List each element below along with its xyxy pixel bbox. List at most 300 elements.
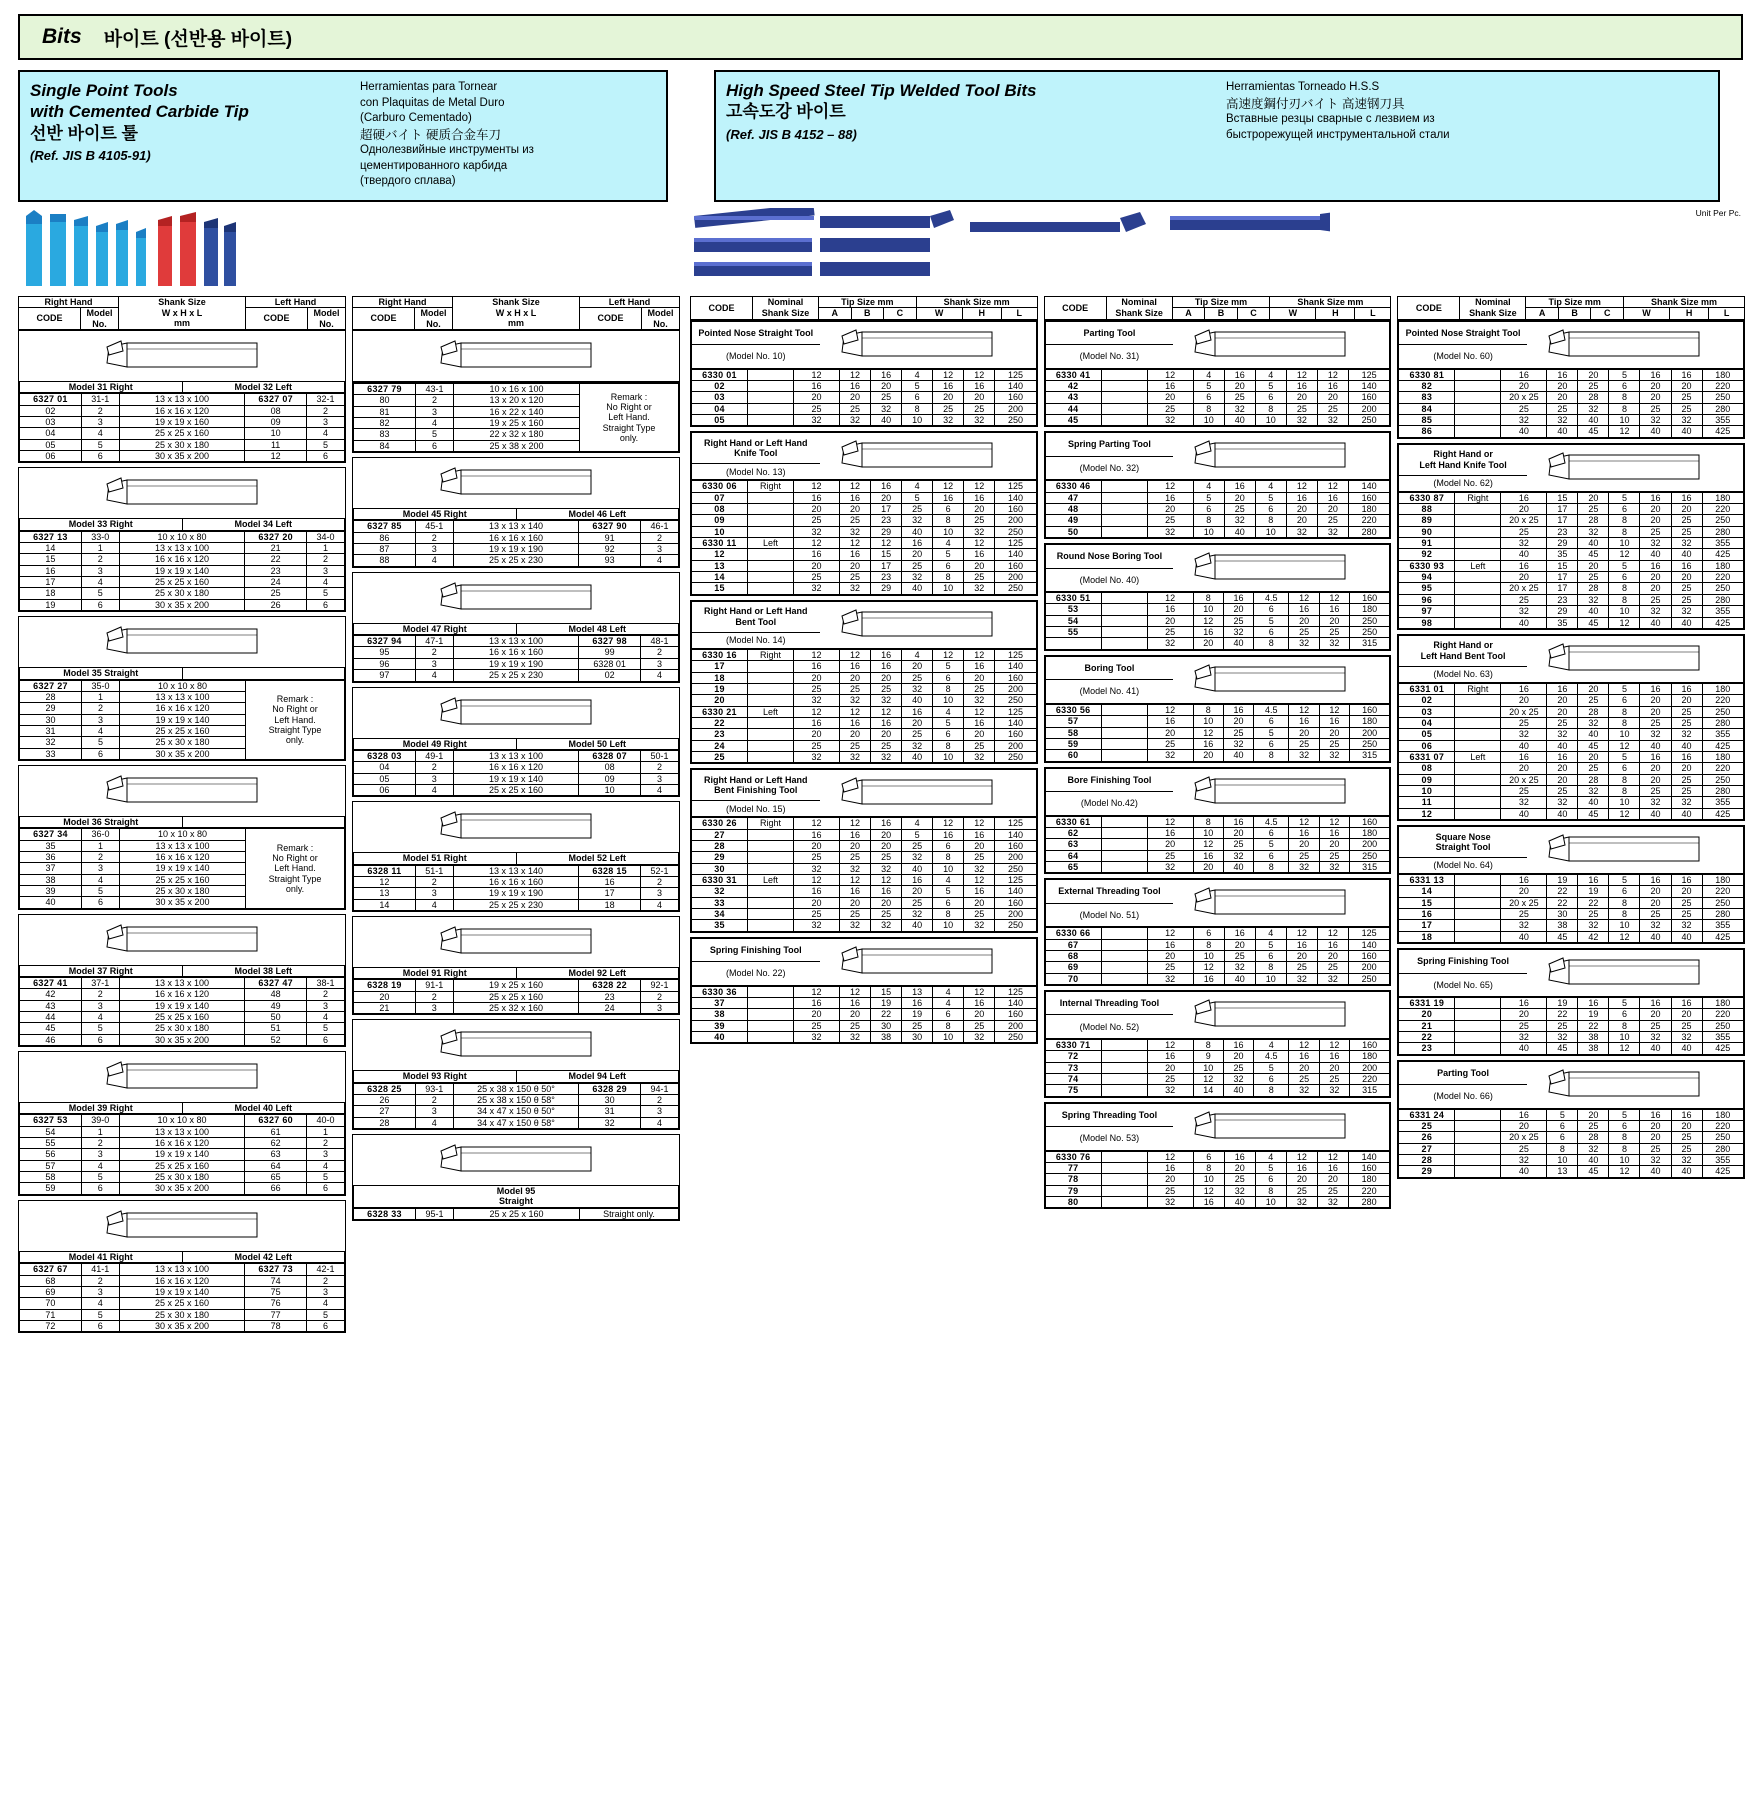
nominal-cell: 20 [794, 840, 840, 851]
model-cell: 3 [82, 714, 120, 725]
hand-cell [1455, 526, 1501, 537]
a-cell: 25 [1547, 1020, 1578, 1031]
table-row [354, 762, 679, 773]
w-cell: 12 [1286, 1151, 1317, 1162]
code-cell: 71 [20, 1309, 82, 1320]
hand-cell [1455, 920, 1501, 931]
right-hand-header: Right Hand [19, 296, 119, 307]
w-cell: 20 [1640, 897, 1671, 908]
hss-spec-table [1398, 997, 1744, 1055]
tool-illustration [1527, 321, 1744, 368]
tool-illustration [1529, 827, 1719, 873]
hss-column-3 [1397, 296, 1745, 1213]
b-cell: 25 [1223, 615, 1253, 626]
model-cell: 2 [415, 991, 453, 1002]
c-cell: 5 [1254, 1062, 1289, 1073]
h-cell: 12 [964, 369, 995, 380]
model-number-label: (Model No. 53) [1045, 1127, 1173, 1151]
size-cell: 34 x 47 x 150 θ 58° [453, 1117, 579, 1128]
h-cell: 25 [1671, 594, 1702, 605]
model-label-right: Model 36 Straight [20, 816, 183, 827]
model-cell: 4 [307, 428, 345, 439]
w-cell: 16 [933, 829, 964, 840]
b-cell: 40 [1578, 1155, 1609, 1166]
hand-cell [748, 392, 794, 403]
b-cell: 15 [871, 986, 902, 997]
nominal-cell: 32 [794, 695, 840, 706]
code-cell: 29 [692, 852, 748, 863]
size-cell: 16 x 16 x 120 [453, 762, 579, 773]
l-cell: 125 [995, 369, 1036, 380]
l-cell: 160 [995, 560, 1036, 571]
code-cell: 32 [579, 1117, 641, 1128]
b-cell: 25 [1578, 909, 1609, 920]
c-cell: 25 [902, 840, 933, 851]
c-cell: 5 [1609, 683, 1640, 694]
h-cell: 25 [964, 572, 995, 583]
code-cell: 43 [1045, 392, 1101, 403]
hand-cell [1101, 1062, 1147, 1073]
model-cell: 3 [307, 417, 345, 428]
a-cell: 10 [1193, 604, 1223, 615]
model-illustration [19, 468, 345, 518]
size-cell: 25 x 25 x 160 [453, 784, 579, 795]
model-label-row [353, 852, 679, 864]
model-cell: 4 [307, 1012, 345, 1023]
h-cell: 16 [964, 998, 995, 1009]
col-c-header: C [884, 308, 917, 319]
tool-illustration [1175, 657, 1365, 703]
c-cell: 8 [1609, 897, 1640, 908]
model-label-left: Model 42 Left [182, 1251, 345, 1262]
l-cell: 425 [1702, 1166, 1743, 1177]
table-row [692, 504, 1037, 515]
code-cell: 68 [20, 1275, 82, 1286]
a-cell: 25 [840, 909, 871, 920]
w-cell: 12 [1286, 481, 1317, 492]
a-cell: 20 [1193, 750, 1223, 761]
code-cell: 27 [354, 1106, 416, 1117]
c-cell: 5 [902, 829, 933, 840]
code-cell: 28 [692, 840, 748, 851]
w-cell: 40 [1640, 617, 1671, 628]
a-cell: 25 [840, 1020, 871, 1031]
l-cell: 200 [1348, 962, 1389, 973]
hand-cell [1455, 606, 1501, 617]
b-cell: 32 [871, 403, 902, 414]
c-cell: 10 [1255, 526, 1286, 537]
code-cell: 25 [245, 588, 307, 599]
hand-cell [1455, 729, 1501, 740]
h-cell: 25 [964, 1020, 995, 1031]
model-label-row [353, 1070, 679, 1082]
c-cell: 4 [902, 481, 933, 492]
b-cell: 28 [1578, 706, 1609, 717]
translation-line: цементированного карбида [360, 159, 508, 172]
h-cell: 40 [1671, 1166, 1702, 1177]
carbide-model-group [352, 1134, 680, 1221]
table-row [1045, 1174, 1390, 1185]
w-cell: 32 [1286, 1197, 1317, 1208]
code-cell: 31 [20, 725, 82, 736]
table-row [20, 1034, 345, 1045]
size-cell: 30 x 35 x 200 [120, 748, 246, 759]
table-row [20, 405, 345, 416]
h-cell: 25 [1671, 515, 1702, 526]
l-cell: 250 [1349, 738, 1389, 749]
code-cell: 28 [20, 691, 82, 702]
code-cell: 6328 01 [579, 658, 641, 669]
w-cell: 16 [1286, 939, 1317, 950]
hand-cell [748, 863, 794, 874]
hss-column-2 [1044, 296, 1392, 1213]
w-cell: 20 [1286, 392, 1317, 403]
tool-illustration [87, 619, 277, 665]
b-cell: 40 [1578, 729, 1609, 740]
l-cell: 140 [1348, 381, 1389, 392]
model-label-left: Model 38 Left [182, 965, 345, 976]
nominal-cell: 20 [1501, 886, 1547, 897]
h-cell: 25 [1671, 1143, 1702, 1154]
model-label-row [19, 1251, 345, 1263]
w-cell: 20 [1640, 381, 1671, 392]
code-cell: 77 [245, 1309, 307, 1320]
model-cell: 4 [307, 1160, 345, 1171]
model-number-label: (Model No. 51) [1045, 903, 1173, 927]
h-cell: 20 [1317, 392, 1348, 403]
nominal-cell: 12 [794, 818, 840, 829]
l-cell: 315 [1349, 861, 1389, 872]
carbide-model-group [18, 1051, 346, 1196]
nominal-cell: 32 [794, 863, 840, 874]
tool-illustration [1173, 656, 1390, 703]
nominal-cell: 16 [1147, 492, 1193, 503]
table-row [692, 852, 1037, 863]
l-cell: 160 [1348, 1163, 1389, 1174]
h-cell: 32 [1671, 606, 1702, 617]
c-cell: 12 [1609, 808, 1640, 819]
carbide-table-columns [18, 296, 680, 1337]
h-cell: 25 [1671, 583, 1702, 594]
tool-illustration [820, 601, 1037, 648]
hss-tool-block [690, 768, 1038, 932]
table-row [20, 1172, 345, 1183]
w-cell: 32 [1640, 1155, 1671, 1166]
code-cell: 6327 01 [20, 394, 82, 405]
model-label-left: Model 94 Left [516, 1071, 679, 1082]
code-cell: 34 [692, 909, 748, 920]
h-cell: 32 [1671, 920, 1702, 931]
nominal-cell: 20 x 25 [1501, 515, 1547, 526]
w-cell: 6 [933, 729, 964, 740]
b-cell: 45 [1578, 426, 1609, 437]
col-b-header: B [1558, 308, 1591, 319]
size-cell: 13 x 13 x 100 [119, 394, 245, 405]
h-cell: 12 [964, 649, 995, 660]
model-no-header: Model No. [642, 308, 680, 330]
size-cell: 25 x 30 x 180 [120, 737, 246, 748]
b-cell: 12 [871, 538, 902, 549]
size-cell: 25 x 25 x 230 [453, 899, 579, 910]
tool-illustration [1527, 635, 1744, 682]
code-cell: 6327 90 [579, 521, 641, 532]
c-cell: 6 [1255, 392, 1286, 403]
tool-title: Spring Finishing Tool [692, 938, 820, 962]
carbide-model-group [352, 801, 680, 912]
code-cell: 12 [245, 451, 307, 462]
tool-title: Round Nose Boring Tool [1045, 545, 1173, 569]
code-cell: 23 [692, 729, 748, 740]
c-cell: 10 [1609, 1155, 1640, 1166]
b-cell: 30 [871, 1020, 902, 1031]
a-cell: 16 [840, 381, 871, 392]
c-cell: 6 [1255, 504, 1286, 515]
model-cell: 3 [81, 417, 119, 428]
nominal-cell: 32 [794, 1032, 840, 1043]
model-cell: 45-1 [415, 521, 453, 532]
h-cell: 12 [1319, 704, 1349, 715]
b-cell: 38 [871, 1032, 902, 1043]
w-cell: 20 [1286, 1174, 1317, 1185]
hand-cell [1455, 515, 1501, 526]
w-cell: 4 [933, 986, 964, 997]
c-cell: 6 [1609, 1121, 1640, 1132]
code-cell: 06 [1399, 740, 1455, 751]
table-row [1399, 1020, 1744, 1031]
a-cell: 20 [840, 392, 871, 403]
b-cell: 28 [1578, 774, 1609, 785]
c-cell: 10 [1255, 973, 1286, 984]
code-cell: 18 [579, 899, 641, 910]
hand-cell [1101, 1085, 1147, 1096]
carbide-groups-b [352, 330, 680, 1221]
hand-cell [1455, 1121, 1501, 1132]
b-cell: 16 [1223, 593, 1253, 604]
code-cell: 24 [245, 577, 307, 588]
l-cell: 160 [995, 1009, 1036, 1020]
hand-cell: Left [748, 706, 794, 717]
l-cell: 280 [1348, 1197, 1389, 1208]
w-cell: 10 [933, 1032, 964, 1043]
code-cell: 81 [354, 406, 416, 417]
model-cell: 5 [307, 1023, 345, 1034]
w-cell: 32 [933, 415, 964, 426]
h-cell: 16 [964, 492, 995, 503]
code-cell: 26 [245, 599, 307, 610]
table-row [1045, 1197, 1390, 1208]
nominal-cell: 20 x 25 [1501, 392, 1547, 403]
a-cell: 12 [1193, 727, 1223, 738]
c-cell: 12 [1609, 549, 1640, 560]
model-cell: 2 [307, 554, 345, 565]
b-cell: 16 [1223, 816, 1253, 827]
nominal-cell: 20 [1501, 695, 1547, 706]
a-cell: 20 [1547, 763, 1578, 774]
c-cell: 10 [1609, 920, 1640, 931]
model-cell: 6 [307, 1183, 345, 1194]
code-cell: 08 [1399, 763, 1455, 774]
w-cell: 16 [1289, 1051, 1319, 1062]
w-cell: 25 [1640, 717, 1671, 728]
size-cell: 16 x 16 x 120 [119, 554, 245, 565]
b-cell: 25 [1578, 504, 1609, 515]
l-cell: 140 [995, 998, 1036, 1009]
code-cell: 6327 79 [354, 384, 416, 395]
a-cell: 6 [1193, 928, 1224, 939]
table-row [692, 381, 1037, 392]
w-cell: 20 [1289, 615, 1319, 626]
nominal-cell: 16 [794, 998, 840, 1009]
a-cell: 10 [1193, 950, 1224, 961]
col-a-header: A [1172, 308, 1205, 319]
code-cell: 12 [354, 876, 416, 887]
code-cell: 6331 24 [1399, 1109, 1455, 1120]
c-cell: 10 [1609, 797, 1640, 808]
code-cell: 6328 22 [579, 980, 641, 991]
tool-title: Pointed Nose Straight Tool [692, 321, 820, 345]
code-cell: 17 [20, 577, 82, 588]
a-cell: 20 [1547, 774, 1578, 785]
model-illustration [19, 1201, 345, 1251]
c-cell: 5 [1254, 727, 1289, 738]
carbide-tool-photo [18, 208, 680, 296]
a-cell: 32 [840, 1032, 871, 1043]
b-cell: 25 [1223, 1062, 1253, 1073]
tool-title: Internal Threading Tool [1045, 991, 1173, 1015]
c-cell: 40 [902, 526, 933, 537]
c-cell: 20 [902, 886, 933, 897]
hss-tool-block [690, 600, 1038, 764]
nominal-cell: 20 [794, 897, 840, 908]
a-cell: 16 [1547, 683, 1578, 694]
b-cell: 25 [871, 392, 902, 403]
table-row [20, 989, 345, 1000]
l-cell: 220 [1348, 1185, 1389, 1196]
table-row [1045, 1062, 1390, 1073]
code-cell: 32 [20, 737, 82, 748]
w-cell: 6 [933, 840, 964, 851]
a-cell: 16 [1193, 850, 1223, 861]
h-cell: 25 [1671, 1132, 1702, 1143]
code-cell: 6327 73 [245, 1264, 307, 1275]
w-cell: 16 [1640, 369, 1671, 380]
tool-illustration [421, 333, 611, 379]
a-cell: 8 [1547, 1143, 1578, 1154]
model-cell: 1 [307, 543, 345, 554]
h-cell: 25 [1671, 392, 1702, 403]
table-row [1045, 839, 1390, 850]
code-cell: 75 [245, 1286, 307, 1297]
table-row [354, 899, 679, 910]
c-cell: 6 [1254, 827, 1289, 838]
hand-cell [1455, 909, 1501, 920]
table-row [20, 1138, 345, 1149]
code-cell: 89 [1399, 515, 1455, 526]
code-cell: 95 [1399, 583, 1455, 594]
tool-illustration [822, 770, 1012, 816]
code-header: CODE [353, 308, 415, 330]
table-row [1045, 403, 1390, 414]
h-cell: 20 [1671, 763, 1702, 774]
code-cell: 40 [20, 897, 82, 908]
tool-illustration [1173, 880, 1390, 927]
table-row [354, 1208, 679, 1219]
model-cell: 41-1 [81, 1264, 119, 1275]
code-cell: 61 [245, 1126, 307, 1137]
code-cell: 6327 20 [245, 531, 307, 542]
c-cell: 10 [1609, 606, 1640, 617]
l-cell: 250 [1348, 415, 1389, 426]
tool-illustration [421, 575, 611, 621]
a-cell: 8 [1193, 515, 1224, 526]
code-cell: 28 [1399, 1155, 1455, 1166]
model-cell: 6 [416, 440, 454, 451]
code-cell: 20 [354, 991, 416, 1002]
c-cell: 25 [902, 560, 933, 571]
table-row [20, 1264, 345, 1275]
table-row [692, 1009, 1037, 1020]
nominal-cell: 12 [794, 481, 840, 492]
w-cell: 40 [1640, 1043, 1671, 1054]
w-cell: 20 [1286, 950, 1317, 961]
nominal-cell: 20 [1147, 504, 1193, 515]
model-cell: 2 [307, 1138, 345, 1149]
size-cell: 25 x 25 x 160 [120, 725, 246, 736]
a-cell: 10 [1193, 716, 1223, 727]
model-label-right: Model 39 Right [20, 1103, 183, 1114]
l-cell: 180 [1348, 504, 1389, 515]
w-cell: 25 [933, 403, 964, 414]
model-cell: 3 [81, 1149, 119, 1160]
h-cell: 20 [964, 560, 995, 571]
a-cell: 23 [1547, 526, 1578, 537]
code-cell: 80 [354, 395, 416, 406]
b-cell: 16 [871, 649, 902, 660]
model-cell: 3 [81, 1286, 119, 1297]
code-header: CODE [19, 308, 81, 330]
w-cell: 6 [933, 897, 964, 908]
hand-cell [1101, 492, 1147, 503]
hand-cell [1101, 481, 1147, 492]
model-label-left: Model 52 Left [516, 853, 679, 864]
tool-illustration [1173, 991, 1390, 1038]
b-cell: 25 [1223, 727, 1253, 738]
code-cell: 49 [1045, 515, 1101, 526]
model-number-label: (Model No. 15) [692, 801, 820, 817]
b-cell: 20 [1224, 381, 1255, 392]
hand-cell [748, 415, 794, 426]
c-cell: 40 [902, 751, 933, 762]
code-cell: 22 [1399, 1032, 1455, 1043]
model-number-label: (Model No. 62) [1399, 475, 1527, 491]
nominal-cell: 40 [1501, 1043, 1547, 1054]
hand-cell [748, 683, 794, 694]
translation-line: (твердого сплава) [360, 175, 456, 188]
table-row [1045, 1051, 1390, 1062]
hand-cell [1101, 816, 1147, 827]
tool-illustration [421, 690, 611, 736]
l-cell: 425 [1702, 617, 1743, 628]
nominal-shank-header: Nominal Shank Size [1106, 296, 1172, 319]
size-cell: 19 x 19 x 160 [119, 417, 245, 428]
nominal-cell: 12 [794, 986, 840, 997]
tool-title: Spring Parting Tool [1045, 433, 1173, 457]
h-cell: 25 [964, 403, 995, 414]
code-cell: 76 [245, 1298, 307, 1309]
model-cell: 4 [415, 899, 453, 910]
code-cell: 09 [1399, 774, 1455, 785]
a-cell: 16 [1193, 973, 1224, 984]
